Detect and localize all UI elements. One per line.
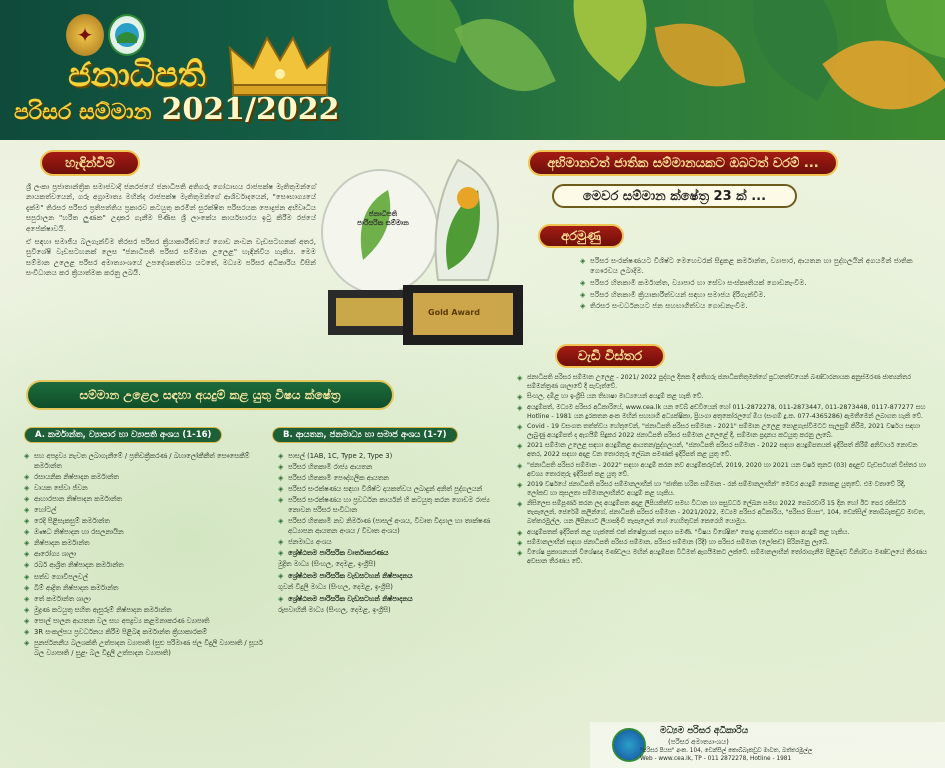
detail-item: ◈ අයදුම්පත්, මධ්‍යම පරිසර අධිකාරියේ, www.cea.lk යන වෙබ් අඩවියෙන් හෝ 011-2872278, 011-2873447, 011-2873448, 0117-877277 සහ Hotline - 1981 යන දුරකතන අංක මඟින් සහභාගී අධ්‍යක්ෂිකා, ප්‍රියංගා අතුකෝරලගේ මිය (සංගම් දු.ක. 077-4365286) ඇමතීමෙන් ලබාගත හැකි වේ. (517, 404, 927, 422)
footer-ministry: (පරිසර අමාත්‍යාංශය) (668, 738, 729, 746)
area-item: ◈ රසායනික නිෂ්පාදන කර්මාන්ත (24, 473, 264, 483)
banner-honour: අභිමානවත් ජාතික සම්මානයකට ඔබටත් වරම් ... (528, 150, 838, 176)
footer-org: මධ්‍යම පරිසර අධිකාරිය (660, 726, 749, 736)
area-item: ◈ ආරෝග්‍ය ශාලා (24, 550, 264, 560)
detail-item: ◈ Covid - 19 වසංගත තත්ත්වය හේතුවෙන්, "ජනාධිපති පරිසර සම්මාන - 2021" සම්මාන උලෙළ පොළගැස්වීමටට සැලසුම් කිරීම, 2021 වර්ෂය සඳහා ලැබුණු අයදුම්පත් ද ඇගයීම් සිදුකර 2022 ජනාධිපති පරිසර සම්මාන උලෙළේ දී, සම්මාන ප්‍රදානය කටයුතු කරනු ලැබේ. (517, 423, 927, 441)
col-b-list (278, 452, 503, 617)
trophy-plate-text (348, 210, 418, 228)
area-item: ◈ වායක සේවා ජ්වන (24, 484, 264, 494)
leaf-decoration (454, 0, 555, 111)
header-band (0, 0, 945, 140)
intro-text (26, 182, 316, 282)
area-item: ◈ 3R සංකල්පය ප්‍රවර්ධනය කිරීම පිළිබඳ කර්මාන්ත ක්‍රියාකාරකම් (24, 628, 264, 638)
cea-logo-icon (108, 14, 146, 56)
national-emblem-icon: ✦ (66, 14, 104, 56)
objectives-list (580, 256, 920, 313)
area-item: ◈ පරිසර හිතකාමී පෞද්ගලික ආයතන (278, 474, 503, 484)
col-a-list (24, 452, 264, 660)
detail-item: ◈ සිංහල, දමිළ හා ඉංග්‍රීසි යන තිභාෂා මාධ්‍යයෙන් අයදුම් කළ හැකි වේ. (517, 393, 927, 402)
area-item: ◈ පරිසර හිතකාමී නව නිර්මාණ (පාසල් අංශය, විවෘත විද්‍යාල හා තාක්ෂණ අධ්‍යාපන ආයතන අංශය / විවෘත අංශය) (278, 517, 503, 536)
intro-paragraph-2: ඒ සඳහා සමාජීය බලගැන්වීම තිරසර පරිසර ක්‍රියාකාරීත්වයේ ගොඩ නංවන වැඩසටහනක් අතර, සුවිශේෂී වැඩසටහනක් ලෙස "ජනාධිපති පරිසර සම්මාන උලෙළ" හැඳින්විය හැකිය. මෙම සම්මාන උලෙළ පරිසර අමාත්‍යාංශයේ උපදේශකත්වය යටතේ, මධ්‍යම පරිසර අධිකාරිය විසින් සංවිධානය කර ක්‍රියාත්මක කරනු ලබයි. (26, 237, 316, 278)
title-subtext: පරිසර සම්මාන (14, 99, 152, 125)
detail-item: ◈ 2019 වර්ෂයේ ජනාධිපති පරිසර සම්මානලාභීන් හා "ජාතික හරිත සම්මාන - රන් සම්මානලාභීන්" මෙවර අයදුම් නොකළ යුතුවේ. එම වතාවේ රිදී, ලෝකඩ හා කුසලතා සම්මානලාභීන්ට අයදුම් කළ හැකිය. (517, 481, 927, 499)
area-item: ◈ රෙදි පිළිසැකසුම් කර්මාන්ත (24, 517, 264, 527)
media-sub: රූපවාහිනී මාධ්‍ය (සිංහල, දෙමළ, ඉංග්‍රීසි) (278, 605, 391, 614)
detail-item: ◈ විශේෂ ප්‍රකාශනයන් විශේෂඥ මණ්ඩලය මඟින් අයදුම්පත විධිමත් ඇගයීමකට ලක්වේ. සම්මානලාභීන් තෝරාගැනීම පිළිබඳව විනිශ්චය මණ්ඩලයේ තීරණය අවසාන තීරණය වේ. (517, 549, 927, 567)
area-item: ◈ බිම් ආද්‍රිත නිෂ්පාදන කර්මාන්ත (24, 584, 264, 594)
detail-item: ◈ "ජනාධිපති පරිසර සම්මාන - 2022" සඳහා අයදුම් කරන නව අයදුම්කරුවන්, 2019, 2020 හා 2021 යන වර්ෂ තුනට (03) අදාළව වැඩසටහන් විස්තර හා අවශ්‍ය තොරතුරු ඉදිරිපත් කළ යුතු වේ. (517, 462, 927, 480)
intro-paragraph-1: ශ්‍රී ලංකා ප්‍රජාතාන්ත්‍රික සමාජවාදී ජනරජයේ ජනාධිපති අතිගරු ගෝඨාභය රාජපක්ෂ මැතිතුමන්ගේ නායකත්වයෙන්, ගරු අග්‍රාමාත්‍ය මහින්ද රාජපක්ෂ මැතිතුමන්ගේ ආශිර්වාදයෙන්, "සෞභාග්‍යයේ දැක්ම" තිරසර පරිසර ප්‍රතිපත්තිය ප්‍රකාරව කටයුතු කරමින් සුරක්ෂිත පරිසරයක පොදුජන අභිවෘධිය සපුරාලන "හරිත ලුණක" උදාකර ගැනීම පිණිස ශ්‍රී ලාංකේය කාර්යභාරය ඉටු කිරීම රජයේ අපේක්ෂාවයි. (26, 182, 316, 233)
areas-heading: සම්මාන උළෙල සඳහා අයදුම් කළ යුතු විෂය ක්ෂේත්‍ර (26, 380, 394, 410)
area-item: ◈ රබර් ආශ්‍රිත නිෂ්පාදන කර්මාන්ත (24, 561, 264, 571)
details-list (517, 374, 927, 569)
area-item: ◈ සත්ව ගොවිපලවල් (24, 573, 264, 583)
media-head: ◈ ශ්‍රේෂ්ඨතම පාරිසරික වැඩසටහන් නිෂ්පාදනය (278, 572, 503, 582)
banner-categories: මෙවර සම්මාන ක්ෂේත්‍ර 23 ක් ... (552, 184, 797, 208)
title-line1: ජනාධිපති (68, 55, 206, 95)
area-item: ◈ පුනර්ජනනීය බලශක්ති උත්පාදන ව්‍යාපෘති (සුළු පරිමාණ ජල විදුලි ව්‍යාපෘති / සූර්ය බල ව්‍යාපෘති / සුළං බල විදුලි උත්පාදන ව්‍යාපෘති) (24, 639, 264, 658)
area-item: ◈ ඖෂධ නිෂ්පාදන හා රසලනායින (24, 528, 264, 538)
crown-icon (225, 30, 335, 100)
area-item: ◈ ජනමාධ්‍ය අංශය (278, 538, 503, 548)
title-line2 (14, 92, 339, 127)
area-item: ◈ සහ අපද්‍රව්‍ය නැවත ලබාගැනීමේ / ප්‍රතිචක්‍රීකරණ / බහාලෝකීකීත් සෞසෙකීම් කර්මාන්ත (24, 452, 264, 471)
col-b-heading: B. ආයතන, ජනමාධ්‍ය හා සමාජ අංශය (1-7) (272, 427, 458, 443)
objective-item: ◈ තිරසර සංවර්ධනයට ජන සහභාගීත්වය ගොඩනැංවීම. (580, 301, 920, 311)
media-sub: මුද්‍රිත මාධ්‍ය (සිංහල, දෙමළ, ඉංග්‍රීසි) (278, 560, 376, 569)
area-item: ◈ තේ කර්මාන්ත ශාලා (24, 595, 264, 605)
area-item: ◈ හෝටල් (24, 506, 264, 516)
gold-award-label: Gold Award (428, 308, 480, 317)
objectives-heading: අරමුණු (538, 224, 624, 248)
area-item: ◈ මුද්‍රණ කටයුතු සහිත ඇසුරුම් නිෂ්පාදන කර්මාන්ත (24, 606, 264, 616)
trophy-plate-line2: පාරිසරික සම්මාන (357, 219, 409, 227)
area-item: ◈ නිෂ්පාදන කර්මාන්ත (24, 539, 264, 549)
media-head: ◈ ශ්‍රේෂ්ඨතම පාරිසරික වැඩසටහන් නිෂ්පාදනය (278, 595, 503, 605)
objective-item: ◈ පරිසර සංරක්ෂණයට විශිෂ්ට මෙහෙවරක් සිදුකළ කර්මාන්ත, ව්‍යාපාර, ආයතන හා පුද්ගලයින් අගයමින් ජාතික ගෞරවය ලබාදීම. (580, 256, 920, 276)
area-item: ◈ පරිසර සංරක්ෂණය සඳහා විශිෂ්ට දායකත්වය ලබාදුන් අනිත් පුද්ගලයන් (278, 485, 503, 495)
detail-item: ◈ සම්මානලාභීන් සඳහා ජනාධිපති පරිසර සම්මාන, පරිසර සම්මාන (රිදී) හා පරිසර සම්මාන (ලෝකඩ) පිරිනමනු ලැබේ. (517, 539, 927, 548)
objective-item: ◈ පරිසර හිතකාමී ක්‍රියාකාරීත්වයන් සඳහා සමාජය දිරිගැන්වීම. (580, 290, 920, 300)
area-item: ◈ පොල් පාලන ආයතන වල සහ අපද්‍රව්‍ය කළමනාකරණ ව්‍යාපෘති (24, 617, 264, 627)
area-item: ◈ පරිසර සංරක්ෂණය හා ප්‍රවර්ධන කාර්යන් හි කටයුතු කරන ගොඩම රාජ්‍ය නොවන පරිසර සංවිධාන (278, 496, 503, 515)
detail-item: ◈ 2021 සම්මාන උලෙළ සඳහා අයදුම්කළ ආයතන/පුද්ගලයන්, "ජනාධිපති පරිසර සම්මාන - 2022 සඳහා අයදුම්පතයක් ඉදිරිපත් කිරීම් අනිවාර්ය නොවන අතර, 2022 සඳහා අදාළ වන තොරතුරු ලේඛන පමණක් ඉදිරිපත් කළ යුතු වේ. (517, 442, 927, 460)
leaf-decoration (655, 14, 746, 97)
footer-contact: Web - www.cea.lk, TP - 011 2872278, Hotline - 1981 (640, 755, 792, 762)
area-item: ◈ ආහාරපාන නිෂ්පාදන කර්මාන්ත (24, 495, 264, 505)
footer-address: "පරිසර පියස" අංක. 104, ඩෙන්සිල් කොබ්බෑකඩුව මාවත, බත්තරමුල්ල (640, 748, 813, 754)
area-item: ◈ පරිසර හිතකාමී රාජ්‍ය ආයතන (278, 463, 503, 473)
col-a-heading: A. කර්මාන්ත, ව්‍යාපාර හා ව්‍යාපති අංශය (1-16) (24, 427, 222, 443)
detail-item: ◈ අයදුම්පතක් ඉදිරිපත් කළ හැක්කේ එක් ක්ෂේත්‍රයක් සඳහා පමණි. "විෂය විශේෂිත" පොදු දායකත්වය සඳහා අයදුම් කළ හැකිය. (517, 529, 927, 538)
title-year: 2021/2022 (161, 92, 340, 127)
footer-address-block (640, 748, 940, 763)
objective-item: ◈ පරිසර හිතකාමී කර්මාන්ත, ව්‍යාපාර හා සේවා සංස්කෘතියක් ගොඩනැංවීම. (580, 278, 920, 288)
media-head: ◈ ශ්‍රේෂ්ඨතම පාරිසරික වාර්තාකරණය (278, 549, 503, 559)
media-sub: ගුවන් විදුලි මාධ්‍ය (සිංහල, දෙමළ, ඉංග්‍රීසි) (278, 583, 393, 592)
detail-item: ◈ ජනාධිපති පරිසර සම්මාන උලෙළ - 2021/ 2022 පුද්ගල දිනක දී අතිගරු ජනාධිපතිතුමන්ගේ ප්‍රධානත්වයෙන් බණ්ඩාරනායක අනුස්මරණ ජාත්‍යන්තර සම්මන්ත්‍රණ ශාලාවේ දී පැවැත්වේ. (517, 374, 927, 392)
trophy-plate-line1: ජනාධිපති (368, 210, 398, 218)
details-heading: වැඩි විස්තර (555, 344, 665, 368)
detail-item: ◈ නිසිලෙස සම්පූර්ණ කරන ලද අයදුම්පත අදාළ ලිපියකිත්ව සමඟ විධාන හා පසුවර්ධ ලේඛන සමඟ 2022 පෙබරවාරි 15 දින හෝ ඊට පෙර රජිස්ටර් තැපෑලෙන්, ජෙරේමි කලින්ගේ, ජනාධිපති පරිසර සම්මාන - 2021/2022, මධ්‍යම පරිසර අධිකාරිය, "පරිසර පියස", 104, ඩෙන්සිල් කොබ්බෑකඩුව මාවත, බත්තරමුල්ල. යන ලිපිනයට ලියාපදිංචි තැපෑලෙන් හෝ හෙහිතුවන් කෙරෙහි යොමුය. (517, 500, 927, 527)
trophy-illustration (318, 150, 533, 360)
intro-heading: හැඳින්වීම (40, 150, 140, 176)
area-item: ◈ පාසල් (1AB, 1C, Type 2, Type 3) (278, 452, 503, 462)
